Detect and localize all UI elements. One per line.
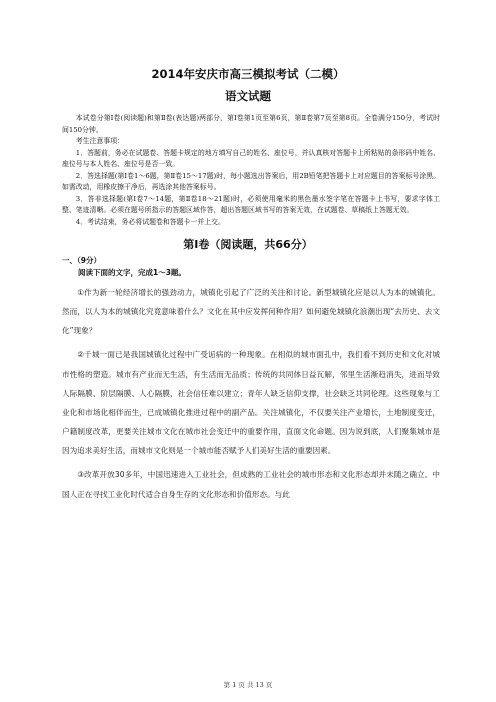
section-title: 第Ⅰ卷（阅读题，共66分） — [183, 238, 313, 251]
notes-item-2: 2．答选择题(第Ⅰ卷1～6题，第Ⅱ卷15～17题)时，每小题选出答案后，用2B铅笔把答题卡上对应题目的答案标号涂黑。如需改动，用橡皮擦干净后，再选涂其他答案标号。 — [62, 171, 440, 191]
notes-item-1: 1．答题前，务必在试题卷、答题卡规定的地方填写自己的姓名、座位号，并认真核对答题卡上所粘贴的条形码中姓名、座位号与本人姓名、座位号是否一致。 — [62, 148, 440, 168]
passage-paragraph-3: ③改革开放30多年，中国迅速进入工业社会，但成熟的工业社会的城市形态和文化形态却并未随之确立。中国人正在寻找工业化时代适合自身生存的文化形态和价值形态。与此 — [62, 470, 440, 499]
reading-passage — [62, 283, 440, 509]
passage-paragraph-2: ②千城一面已是我国城镇化过程中广受诟病的一种现象。在相似的城市面孔中，我们看不到历史和文化对城市性格的塑造。城市有产业而无生活，有生活而无品质；传统的共同体日益瓦解，邻里生活渐趋消失，进而导致人际隔膜、阶层隔膜、人心隔膜，社会信任难以建立；青年人缺乏信仰支撑，社会缺乏共同伦理。这些现象与工业化和市场化相伴而生，已成城镇化推进过程中的副产品。关注城镇化，不仅要关注产业增长，土地制度变迁，户籍制度改革，更要关注城市文化在城市社会变迁中的重要作用，直面文化命题。因为说到底，人们聚集城市是因为追求美好生活，而城市文化则是一个城市能否赋予人们美好生活的重要因素。 — [62, 350, 440, 456]
notes-intro: 本试卷分第Ⅰ卷(阅读题)和第Ⅱ卷(表达题)两部分，第Ⅰ卷第1页至第6页，第Ⅱ卷第7页至第8页。全卷满分150分，考试时间150分钟。 — [62, 114, 440, 134]
question-instruction: 阅读下面的文字，完成1～3题。 — [78, 268, 186, 277]
notes-item-3: 3．答非选择题(第Ⅰ卷7～14题，第Ⅱ卷18～21题)时，必须使用毫米的黑色墨水签字笔在答题卡上书写，要求字体工整、笔迹清晰。必须在题号所指示的答题区域作答，超出答题区域书写的答案无效，在试题卷、草稿纸上答题无效。 — [62, 194, 440, 214]
passage-paragraph-1: ①作为新一轮经济增长的强劲动力，城镇化引起了广泛的关注和讨论。新型城镇化应是以人为本的城镇化。然而，以人为本的城镇化究竟意味着什么？文化在其中应发挥何种作用？如何避免城镇化浪潮出现“去历史、去文化”现象？ — [62, 288, 440, 336]
exam-notes — [62, 113, 440, 228]
question-number: 一、（9分） — [62, 256, 101, 265]
notes-item-4: 4．考试结束，务必将试题卷和答题卡一并上交。 — [75, 217, 225, 226]
exam-subtitle: 语文试题 — [225, 89, 271, 103]
exam-title: 2014年安庆市高三模拟考试（二模） — [151, 67, 345, 81]
page-footer: 第 1 页 共 13 页 — [223, 681, 273, 689]
notes-heading: 考生注意事项： — [75, 137, 125, 145]
